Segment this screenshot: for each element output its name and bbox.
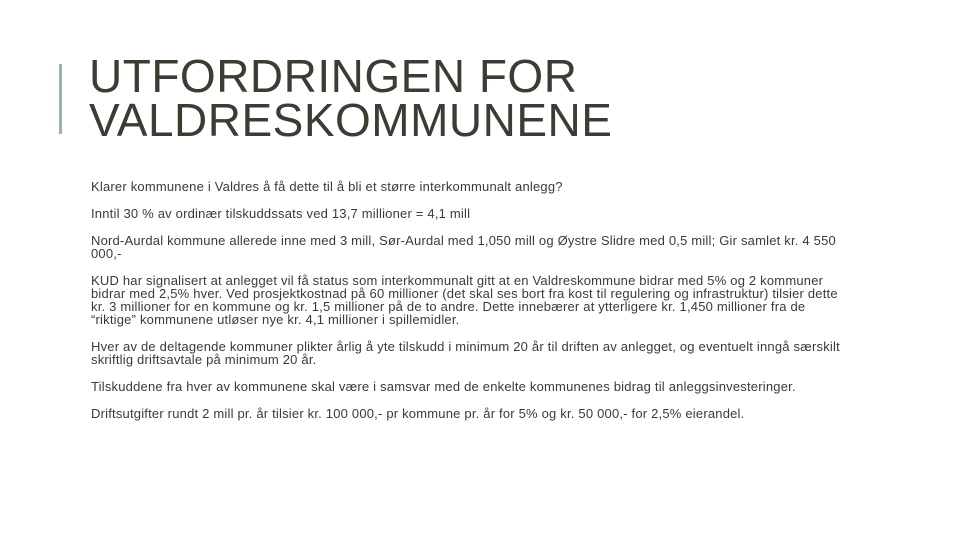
slide-body: [91, 180, 851, 434]
body-paragraph-kud-status: KUD har signalisert at anlegget vil få status som interkommunalt gitt at en Valdreskommune bidrar med 5% og 2 kommuner bidrar med 2,5% hver. Ved prosjektkostnad på 60 millioner (det skal ses bort fra kost til regulering og infrastruktur) tilsier dette kr. 3 millioner for en kommune og kr. 1,5 millioner på de to andre. Dette innebærer at ytterligere kr. 1,450 millioner fra de “riktige” kommunene utløser nye kr. 4,1 millioner i spillemidler.: [91, 273, 838, 327]
body-paragraph-current-contributions: Nord-Aurdal kommune allerede inne med 3 mill, Sør-Aurdal med 1,050 mill og Øystre Slidre med 0,5 mill; Gir samlet kr. 4 550 000,-: [91, 233, 836, 261]
body-paragraph-question: Klarer kommunene i Valdres å få dette til å bli et større interkommunalt anlegg?: [91, 179, 563, 194]
body-paragraph-grant-proportion: Tilskuddene fra hver av kommunene skal være i samsvar med de enkelte kommunenes bidrag til anleggsinvesteringer.: [91, 379, 796, 394]
slide-title-line-2: VALDRESKOMMUNENE: [89, 94, 613, 146]
body-paragraph-operating-costs: Driftsutgifter rundt 2 mill pr. år tilsier kr. 100 000,- pr kommune pr. år for 5% og kr. 50 000,- for 2,5% eierandel.: [91, 406, 745, 421]
slide-title-line-1: UTFORDRINGEN FOR: [89, 50, 578, 102]
title-accent-bar: [59, 64, 62, 134]
body-paragraph-annual-obligation: Hver av de deltagende kommuner plikter årlig å yte tilskudd i minimum 20 år til driften av anlegget, og eventuelt inngå særskilt skriftlig driftsavtale på minimum 20 år.: [91, 339, 840, 367]
body-paragraph-subsidy-rate: Inntil 30 % av ordinær tilskuddssats ved 13,7 millioner = 4,1 mill: [91, 206, 471, 221]
slide-title: [89, 50, 929, 146]
